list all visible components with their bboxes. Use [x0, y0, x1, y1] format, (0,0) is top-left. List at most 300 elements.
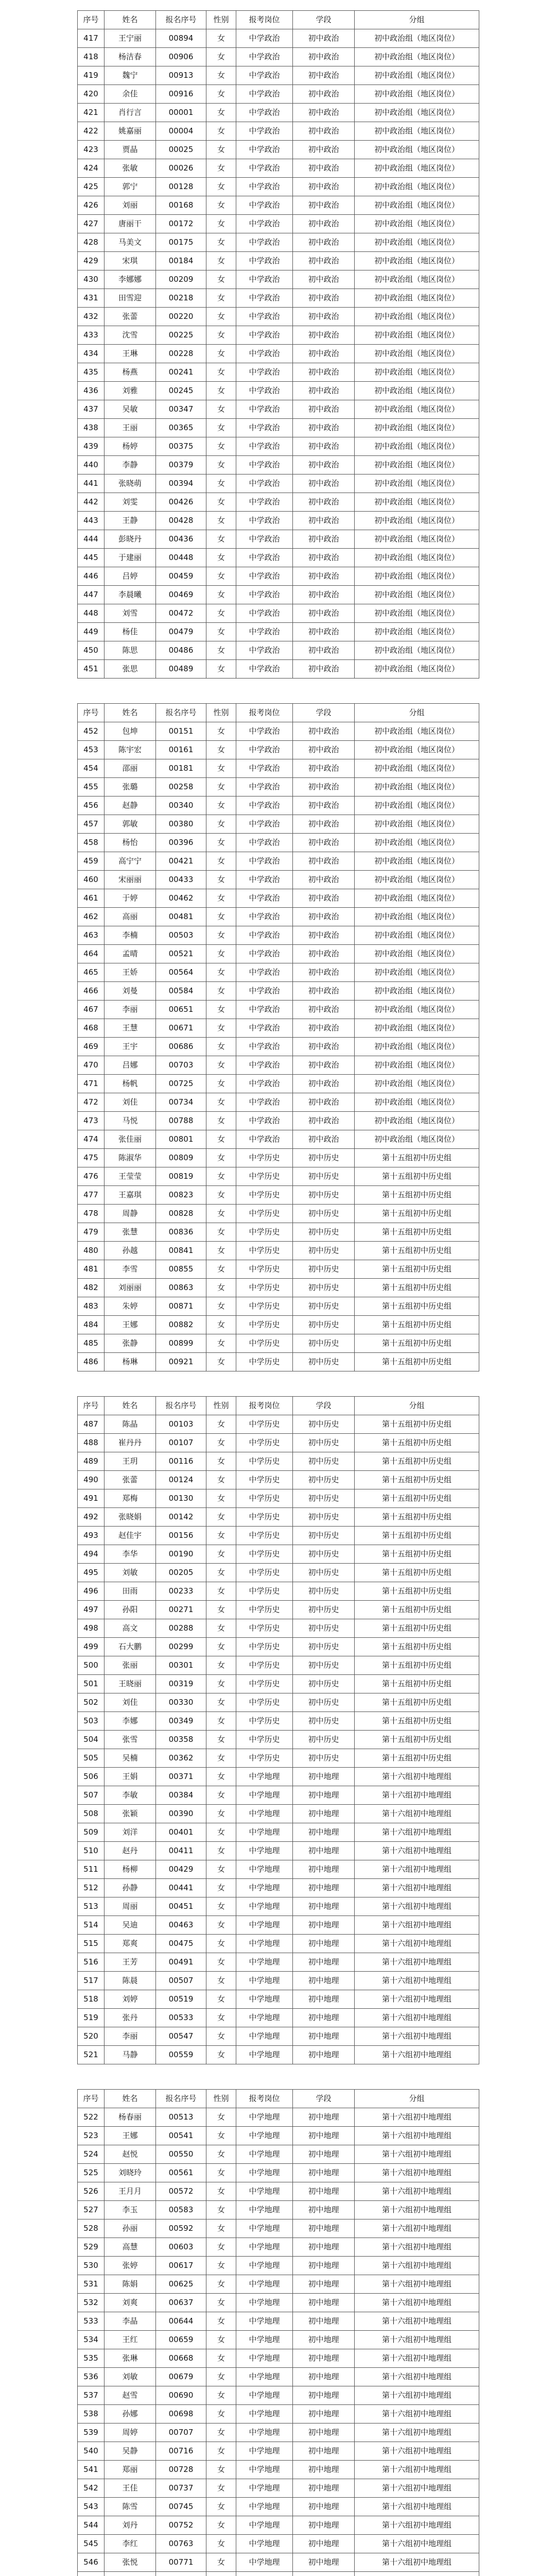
- table-cell: 第十五组初中历史组: [355, 1316, 479, 1334]
- table-cell: 00559: [156, 2046, 206, 2064]
- table-cell: 523: [78, 2127, 105, 2145]
- table-cell: 452: [78, 722, 105, 741]
- table-cell: 第十五组初中历史组: [355, 1749, 479, 1768]
- table-cell: 赵静: [105, 796, 156, 815]
- table-row: [78, 2219, 479, 2238]
- table-cell: 456: [78, 796, 105, 815]
- table-cell: 初中地理: [293, 2219, 355, 2238]
- column-header: 报考岗位: [236, 11, 293, 29]
- table-cell: 于建丽: [105, 549, 156, 567]
- table-cell: 第十五组初中历史组: [355, 1205, 479, 1223]
- table-cell: 魏宁: [105, 66, 156, 85]
- table-row: [78, 1972, 479, 1990]
- column-header: 分组: [355, 2090, 479, 2108]
- table-cell: 458: [78, 834, 105, 852]
- table-cell: 女: [206, 567, 236, 586]
- table-cell: 女: [206, 1093, 236, 1112]
- table-cell: 443: [78, 512, 105, 530]
- table-cell: 00299: [156, 1638, 206, 1656]
- table-cell: 女: [206, 159, 236, 178]
- table-cell: 初中政治: [293, 530, 355, 549]
- table-cell: 女: [206, 1019, 236, 1038]
- table-cell: 张晓娟: [105, 1508, 156, 1527]
- table-cell: 初中历史: [293, 1434, 355, 1452]
- table-cell: 中学历史: [236, 1434, 293, 1452]
- table-cell: 初中地理: [293, 2164, 355, 2182]
- table-cell: 中学政治: [236, 908, 293, 926]
- table-cell: 00737: [156, 2479, 206, 2498]
- table-cell: 初中政治组（地区岗位）: [355, 308, 479, 326]
- table-cell: 女: [206, 1260, 236, 1279]
- table-cell: 女: [206, 1786, 236, 1805]
- table-cell: 468: [78, 1019, 105, 1038]
- table-cell: 477: [78, 1186, 105, 1205]
- table-cell: 中学历史: [236, 1223, 293, 1242]
- table-cell: 00894: [156, 29, 206, 48]
- table-cell: 女: [206, 1242, 236, 1260]
- table-row: [78, 141, 479, 159]
- table-cell: 00421: [156, 852, 206, 871]
- table-row: [78, 1527, 479, 1545]
- table-cell: 初中政治: [293, 1038, 355, 1056]
- table-cell: 女: [206, 604, 236, 623]
- table-cell: 女: [206, 2294, 236, 2312]
- table-header-row: [78, 11, 479, 29]
- table-cell: 初中地理: [293, 1786, 355, 1805]
- table-cell: 00365: [156, 419, 206, 437]
- table-cell: 中学政治: [236, 1130, 293, 1149]
- table-cell: 石大鹏: [105, 1638, 156, 1656]
- table-cell: 初中地理: [293, 2027, 355, 2046]
- table-row: [78, 196, 479, 215]
- table-cell: 初中政治组（地区岗位）: [355, 1001, 479, 1019]
- table-cell: 王丽: [105, 419, 156, 437]
- table-cell: 女: [206, 530, 236, 549]
- table-row: [78, 2182, 479, 2201]
- table-cell: 中学政治: [236, 945, 293, 963]
- table-cell: 第十六组初中地理组: [355, 2294, 479, 2312]
- table-cell: 女: [206, 1452, 236, 1471]
- table-cell: 00001: [156, 104, 206, 122]
- table-cell: 女: [206, 1805, 236, 1823]
- table-cell: 初中政治: [293, 382, 355, 400]
- table-cell: 第十五组初中历史组: [355, 1731, 479, 1749]
- table-cell: 高宁宁: [105, 852, 156, 871]
- table-cell: 第十五组初中历史组: [355, 1297, 479, 1316]
- table-cell: 王芳: [105, 1953, 156, 1972]
- table-cell: 480: [78, 1242, 105, 1260]
- table-cell: 女: [206, 945, 236, 963]
- table-cell: 初中历史: [293, 1297, 355, 1316]
- table-cell: 张佳丽: [105, 1130, 156, 1149]
- table-cell: 448: [78, 604, 105, 623]
- table-cell: 周丽: [105, 1897, 156, 1916]
- table-cell: 吴敏: [105, 400, 156, 419]
- table-cell: 第十五组初中历史组: [355, 1489, 479, 1508]
- table-cell: 女: [206, 2046, 236, 2064]
- table-cell: 00668: [156, 2349, 206, 2368]
- table-cell: 初中地理: [293, 2386, 355, 2405]
- table-cell: 初中政治组（地区岗位）: [355, 382, 479, 400]
- table-cell: 女: [206, 456, 236, 474]
- table-cell: 中学政治: [236, 871, 293, 889]
- table-cell: 中学地理: [236, 2442, 293, 2461]
- table-cell: [206, 2572, 236, 2576]
- table-cell: 初中历史: [293, 1452, 355, 1471]
- table-cell: 中学地理: [236, 2424, 293, 2442]
- table-cell: 中学历史: [236, 1149, 293, 1167]
- table-row: [78, 2553, 479, 2572]
- table-cell: 孙静: [105, 1879, 156, 1897]
- table-cell: 初中政治组（地区岗位）: [355, 400, 479, 419]
- table-cell: 00205: [156, 1564, 206, 1582]
- table-cell: 00241: [156, 363, 206, 382]
- table-cell: 马美文: [105, 233, 156, 252]
- table-cell: 女: [206, 2331, 236, 2349]
- table-cell: 508: [78, 1805, 105, 1823]
- table-cell: 第十五组初中历史组: [355, 1452, 479, 1471]
- table-cell: 初中政治组（地区岗位）: [355, 474, 479, 493]
- table-cell: 中学政治: [236, 85, 293, 104]
- table-cell: 李丽: [105, 2027, 156, 2046]
- table-cell: 中学政治: [236, 104, 293, 122]
- table-row: [78, 2331, 479, 2349]
- table-cell: 第十五组初中历史组: [355, 1353, 479, 1371]
- table-cell: 初中政治: [293, 196, 355, 215]
- table-cell: 女: [206, 2424, 236, 2442]
- table-cell: 中学政治: [236, 778, 293, 796]
- table-cell: 初中政治组（地区岗位）: [355, 1056, 479, 1075]
- table-row: [78, 852, 479, 871]
- table-cell: 张晓萌: [105, 474, 156, 493]
- table-cell: 王月月: [105, 2182, 156, 2201]
- table-cell: 初中政治: [293, 233, 355, 252]
- table-cell: 464: [78, 945, 105, 963]
- table-cell: 初中地理: [293, 1897, 355, 1916]
- table-cell: 王娇: [105, 963, 156, 982]
- table-cell: 00913: [156, 66, 206, 85]
- table-cell: 李静: [105, 456, 156, 474]
- roster-document: [77, 10, 479, 2576]
- table-row: [78, 29, 479, 48]
- table-cell: 赵丹: [105, 1842, 156, 1860]
- table-cell: 00475: [156, 1935, 206, 1953]
- table-cell: 中学政治: [236, 474, 293, 493]
- table-cell: 张悦: [105, 2553, 156, 2572]
- table-cell: 00882: [156, 1316, 206, 1334]
- table-cell: 486: [78, 1353, 105, 1371]
- table-cell: 沈雪: [105, 326, 156, 345]
- table-cell: 00728: [156, 2461, 206, 2479]
- table-cell: 初中地理: [293, 2479, 355, 2498]
- table-cell: 李丽: [105, 1001, 156, 1019]
- table-cell: 女: [206, 2349, 236, 2368]
- table-cell: 00271: [156, 1601, 206, 1619]
- table-cell: 女: [206, 270, 236, 289]
- table-cell: 453: [78, 741, 105, 759]
- table-cell: 00411: [156, 1842, 206, 1860]
- table-cell: 中学政治: [236, 604, 293, 623]
- table-cell: 第十六组初中地理组: [355, 2479, 479, 2498]
- table-cell: 中学政治: [236, 1038, 293, 1056]
- table-cell: 466: [78, 982, 105, 1001]
- table-cell: 00128: [156, 178, 206, 196]
- table-cell: 487: [78, 1415, 105, 1434]
- table-cell: 初中政治: [293, 567, 355, 586]
- column-header: 姓名: [105, 1397, 156, 1415]
- table-cell: 00107: [156, 1434, 206, 1452]
- table-cell: 中学历史: [236, 1489, 293, 1508]
- table-cell: 中学地理: [236, 2027, 293, 2046]
- table-row: [78, 1130, 479, 1149]
- table-cell: 初中政治: [293, 1075, 355, 1093]
- table-cell: 陈思: [105, 641, 156, 660]
- table-cell: 428: [78, 233, 105, 252]
- table-cell: 00340: [156, 796, 206, 815]
- table-cell: 刘雪: [105, 604, 156, 623]
- table-row: [78, 1260, 479, 1279]
- table-cell: 杨琳: [105, 1353, 156, 1371]
- table-cell: 第十五组初中历史组: [355, 1545, 479, 1564]
- table-row: [78, 437, 479, 456]
- table-cell: 初中政治: [293, 852, 355, 871]
- table-cell: 中学政治: [236, 270, 293, 289]
- table-row: [78, 1786, 479, 1805]
- table-cell: 第十六组初中地理组: [355, 2553, 479, 2572]
- table-cell: 女: [206, 963, 236, 982]
- table-cell: 女: [206, 1527, 236, 1545]
- table-cell: 女: [206, 1434, 236, 1452]
- table-cell: 女: [206, 233, 236, 252]
- table-cell: 初中地理: [293, 2405, 355, 2424]
- table-cell: 中学历史: [236, 1297, 293, 1316]
- table-cell: 初中历史: [293, 1675, 355, 1693]
- table-cell: 00617: [156, 2257, 206, 2275]
- table-cell: 初中政治: [293, 834, 355, 852]
- table-cell: 00319: [156, 1675, 206, 1693]
- table-cell: 初中地理: [293, 2349, 355, 2368]
- table-cell: 第十六组初中地理组: [355, 1823, 479, 1842]
- table-cell: 初中历史: [293, 1471, 355, 1489]
- table-cell: 第十五组初中历史组: [355, 1334, 479, 1353]
- table-cell: 00479: [156, 623, 206, 641]
- table-cell: 中学政治: [236, 419, 293, 437]
- table-cell: 00809: [156, 1149, 206, 1167]
- table-row: [78, 1038, 479, 1056]
- table-cell: 刘敏: [105, 2368, 156, 2386]
- table-row: [78, 1205, 479, 1223]
- table-cell: 00507: [156, 1972, 206, 1990]
- table-row: [78, 945, 479, 963]
- table-cell: 王宁丽: [105, 29, 156, 48]
- table-cell: 女: [206, 1731, 236, 1749]
- table-cell: 女: [206, 1038, 236, 1056]
- table-row: [78, 474, 479, 493]
- table-row: [78, 2405, 479, 2424]
- table-cell: 418: [78, 48, 105, 66]
- table-cell: 女: [206, 1656, 236, 1675]
- table-cell: 女: [206, 778, 236, 796]
- table-cell: 488: [78, 1434, 105, 1452]
- table-cell: 陈晶: [105, 1415, 156, 1434]
- table-cell: 女: [206, 2182, 236, 2201]
- table-cell: 女: [206, 1149, 236, 1167]
- table-cell: 中学历史: [236, 1582, 293, 1601]
- table-cell: 00801: [156, 1130, 206, 1149]
- table-row: [78, 122, 479, 141]
- table-cell: 初中政治组（地区岗位）: [355, 252, 479, 270]
- table-cell: 女: [206, 2498, 236, 2516]
- table-cell: 00462: [156, 889, 206, 908]
- table-cell: 中学政治: [236, 512, 293, 530]
- table-cell: 初中政治组（地区岗位）: [355, 852, 479, 871]
- table-cell: 00168: [156, 196, 206, 215]
- table-row: [78, 1223, 479, 1242]
- table-cell: 初中政治组（地区岗位）: [355, 889, 479, 908]
- table-row: [78, 2238, 479, 2257]
- table-cell: 初中政治: [293, 1019, 355, 1038]
- table-cell: 00921: [156, 1353, 206, 1371]
- table-cell: 张思: [105, 660, 156, 679]
- table-cell: 中学地理: [236, 1823, 293, 1842]
- table-row: [78, 2516, 479, 2535]
- table-cell: 426: [78, 196, 105, 215]
- table-cell: 郑丽: [105, 2461, 156, 2479]
- table-cell: 429: [78, 252, 105, 270]
- table-cell: 00288: [156, 1619, 206, 1638]
- table-cell: 427: [78, 215, 105, 233]
- table-cell: 第十六组初中地理组: [355, 2201, 479, 2219]
- table-cell: 宋丽丽: [105, 871, 156, 889]
- table-cell: 第十五组初中历史组: [355, 1167, 479, 1186]
- column-header: 学段: [293, 1397, 355, 1415]
- table-cell: 王静: [105, 512, 156, 530]
- table-cell: 中学政治: [236, 567, 293, 586]
- table-cell: 女: [206, 796, 236, 815]
- table-cell: 初中政治组（地区岗位）: [355, 741, 479, 759]
- table-row: [78, 48, 479, 66]
- table-row: [78, 604, 479, 623]
- table-cell: 女: [206, 1935, 236, 1953]
- table-cell: 中学地理: [236, 1768, 293, 1786]
- table-cell: 00836: [156, 1223, 206, 1242]
- table-cell: 00659: [156, 2331, 206, 2349]
- table-cell: 陈雪: [105, 2498, 156, 2516]
- table-cell: 462: [78, 908, 105, 926]
- table-cell: 初中政治组（地区岗位）: [355, 66, 479, 85]
- table-cell: 孟晴: [105, 945, 156, 963]
- table-cell: 第十五组初中历史组: [355, 1638, 479, 1656]
- table-cell: 中学地理: [236, 2145, 293, 2164]
- table-cell: 中学政治: [236, 549, 293, 567]
- table-cell: 第十五组初中历史组: [355, 1471, 479, 1489]
- table-cell: 女: [206, 289, 236, 308]
- table-cell: 李红: [105, 2535, 156, 2553]
- table-cell: 张璐: [105, 778, 156, 796]
- table-cell: 初中政治: [293, 345, 355, 363]
- table-cell: 442: [78, 493, 105, 512]
- table-cell: 刘雅: [105, 382, 156, 400]
- table-cell: 吴迪: [105, 1916, 156, 1935]
- table-cell: 490: [78, 1471, 105, 1489]
- table-cell: 初中政治: [293, 889, 355, 908]
- table-cell: 初中政治: [293, 660, 355, 679]
- table-cell: 447: [78, 586, 105, 604]
- table-row: [78, 530, 479, 549]
- table-cell: 初中政治: [293, 456, 355, 474]
- table-cell: 王娜: [105, 1316, 156, 1334]
- table-cell: 女: [206, 586, 236, 604]
- table-cell: 中学历史: [236, 1564, 293, 1582]
- table-cell: 初中政治: [293, 493, 355, 512]
- table-row: [78, 1508, 479, 1527]
- table-cell: 00156: [156, 1527, 206, 1545]
- table-row: [78, 1619, 479, 1638]
- table-cell: 女: [206, 1972, 236, 1990]
- table-cell: 534: [78, 2331, 105, 2349]
- table-cell: 516: [78, 1953, 105, 1972]
- column-header: 性别: [206, 2090, 236, 2108]
- table-cell: 初中政治: [293, 722, 355, 741]
- table-cell: 第十六组初中地理组: [355, 2442, 479, 2461]
- table-cell: 中学历史: [236, 1186, 293, 1205]
- table-cell: 00375: [156, 437, 206, 456]
- table-cell: 485: [78, 1334, 105, 1353]
- table-cell: 中学历史: [236, 1260, 293, 1279]
- table-cell: 初中政治组（地区岗位）: [355, 345, 479, 363]
- table-cell: 张丹: [105, 2009, 156, 2027]
- table-cell: 第十六组初中地理组: [355, 2257, 479, 2275]
- table-cell: 473: [78, 1112, 105, 1130]
- table-cell: 00644: [156, 2312, 206, 2331]
- table-cell: 初中政治组（地区岗位）: [355, 549, 479, 567]
- table-cell: 492: [78, 1508, 105, 1527]
- table-cell: 中学政治: [236, 623, 293, 641]
- table-cell: 中学历史: [236, 1693, 293, 1712]
- table-cell: 女: [206, 2479, 236, 2498]
- column-header: 性别: [206, 1397, 236, 1415]
- table-cell: 李娜娜: [105, 270, 156, 289]
- table-cell: 郑梅: [105, 1489, 156, 1508]
- table-cell: 孙丽: [105, 2219, 156, 2238]
- table-cell: 初中政治: [293, 815, 355, 834]
- table-cell: 初中政治: [293, 945, 355, 963]
- table-cell: 00716: [156, 2442, 206, 2461]
- table-row: [78, 722, 479, 741]
- table-cell: 初中政治组（地区岗位）: [355, 1075, 479, 1093]
- table-cell: 陈晨: [105, 1972, 156, 1990]
- table-cell: 461: [78, 889, 105, 908]
- table-cell: 初中政治组（地区岗位）: [355, 604, 479, 623]
- table-cell: 00151: [156, 722, 206, 741]
- table-cell: 第十六组初中地理组: [355, 2164, 479, 2182]
- column-header: 序号: [78, 1397, 105, 1415]
- table-row: [78, 1186, 479, 1205]
- table-cell: 第十六组初中地理组: [355, 2386, 479, 2405]
- table-cell: 00863: [156, 1279, 206, 1297]
- table-cell: 初中历史: [293, 1656, 355, 1675]
- table-cell: 中学政治: [236, 456, 293, 474]
- table-cell: 00745: [156, 2498, 206, 2516]
- table-row: [78, 586, 479, 604]
- table-cell: 刘婷: [105, 1990, 156, 2009]
- table-cell: 初中政治: [293, 400, 355, 419]
- table-cell: 中学地理: [236, 1990, 293, 2009]
- table-cell: 00175: [156, 233, 206, 252]
- table-cell: 初中政治组（地区岗位）: [355, 926, 479, 945]
- column-header: 姓名: [105, 704, 156, 722]
- table-cell: 初中政治组（地区岗位）: [355, 122, 479, 141]
